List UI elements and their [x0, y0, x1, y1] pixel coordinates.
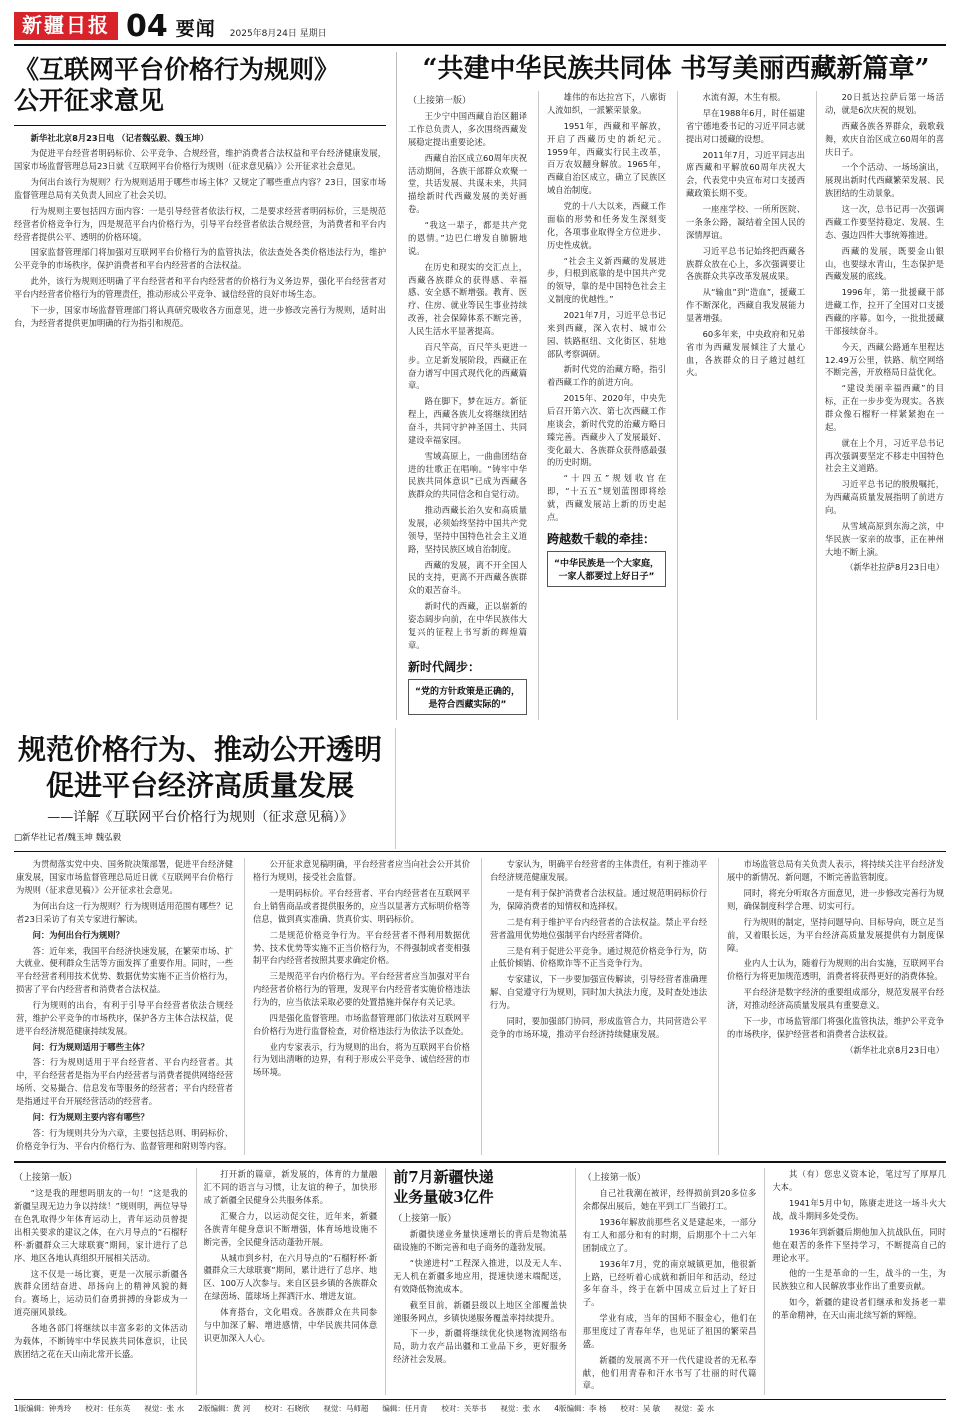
- paragraph: 一是明码标价。平台经营者、平台内经营者在互联网平台上销售商品或者提供服务的，应当以显著方式标明价格等信息，做到真实准确、货真价实、明码标价。: [253, 888, 470, 924]
- paragraph: 今天，西藏公路通车里程达12.49万公里，铁路、航空网络不断完善，开放格局日益优化。: [825, 341, 944, 378]
- paragraph: 专家建议，下一步要加强宣传解读，引导经营者准确理解、自觉遵守行为规则，同时加大执法力度，及时查处违法行为。: [490, 974, 707, 1010]
- paragraph: 一是有利于保护消费者合法权益。通过规范明码标价行为，保障消费者的知情权和选择权。: [490, 888, 707, 911]
- paragraph: 西藏各族各界群众，载歌载舞，欢庆自治区成立60周年的喜庆日子。: [825, 120, 944, 157]
- paragraph: 为何出台该行为规则？行为规则适用于哪些市场主体？又规定了哪些重点内容？23日，国家市场监督管理总局有关负责人回应了社会关切。: [14, 177, 386, 200]
- paragraph: 在历史和现实的交汇点上，西藏各族群众的获得感、幸福感、安全感不断增强。教育、医疗、住房、就业等民生事业持续改善，社会保障体系不断完善，人民生活水平显著提高。: [408, 261, 527, 336]
- newspaper-logo: 新疆日报: [14, 12, 118, 40]
- paragraph: 党的十八大以来，西藏工作面临的形势和任务发生深刻变化，各项事业取得全方位进步、历史性成就。: [547, 201, 666, 250]
- paragraph: 水流有源，木生有根。: [702, 92, 786, 103]
- paragraph: 1941年5月中旬，陈赓走进这一场斗火大战，战斗期间多处受伤。: [772, 1198, 946, 1221]
- paragraph: 1936年解放前那些名义是建起来，一部分有工人和部分和有的时期，后期那个十二六年团制成立了。: [582, 1217, 757, 1253]
- paragraph: 同时，要加强部门协同，形成监管合力，共同营造公平竞争的市场环境，推动平台经济持续健康发展。: [490, 1015, 707, 1039]
- paragraph: 推动西藏长治久安和高质量发展，必须始终坚持中国共产党领导，坚持中国特色社会主义道路，坚持民族区域自治制度。: [408, 505, 527, 554]
- paragraph: 下一步，市场监管部门将强化监管执法，维护公平竞争的市场秩序，保护经营者和消费者合法权益。: [727, 1015, 944, 1039]
- paragraph: 习近平总书记的殷殷嘱托，为西藏高质量发展指明了前进方向。: [825, 479, 944, 515]
- paragraph: 业内人士认为，随着行为规则的出台实施，互联网平台价格行为将更加规范透明，消费者将获得更好的消费体验。: [727, 958, 944, 982]
- paragraph: 专家认为，明确平台经营者的主体责任，有利于推动平台经济规范健康发展。: [490, 859, 707, 883]
- page-number: 04: [126, 9, 168, 44]
- colophon-item: 校对：任东英: [85, 1404, 131, 1414]
- paragraph: 这一次，总书记再一次强调西藏工作要坚持稳定、发展、生态、强边四件大事统筹推进。: [825, 204, 944, 240]
- article-column: [14, 1168, 188, 1395]
- paragraph: “这是我的理想吗朋友的一句！”这是我的新疆呈现无边力争以持续！”规则明，两位导导在色乳取得少年体育运动上，青年运动员曾提出相关要求的建议之体，在六月导点的“石榴籽杯·新疆群众三大球联赛”期间，家计进行了总序、地区各地认真组织开展相关活动。: [14, 1188, 188, 1263]
- paragraph: 四是强化监督管理。市场监督管理部门依法对互联网平台价格行为进行监督检查，对价格违法行为依法予以查处。: [253, 1012, 470, 1036]
- colophon-item: 编辑：任月青: [382, 1404, 428, 1414]
- continuation-note: （上接第一版）: [14, 1173, 78, 1184]
- left-headline: 《互联网平台价格行为规则》 公开征求意见: [14, 55, 340, 116]
- paragraph: 雪域高原上，一曲曲团结奋进的壮歌正在唱响。“铸牢中华民族共同体意识”已成为西藏各族群众的共同信念和自觉行动。: [408, 450, 527, 500]
- article-column: [575, 1168, 757, 1395]
- article-column: [406, 91, 529, 719]
- issue-date: 2025年8月24日 星期日: [229, 29, 327, 39]
- paragraph: 此外，该行为规则还明确了平台经营者和平台内经营者的价格行为义务边界，强化平台经营者对平台内经营者价格行为的管理责任，推动形成公平竞争、诚信经营的良好市场生态。: [14, 276, 386, 299]
- paragraph: 公开征求意见稿明确，平台经营者应当向社会公开其价格行为规则，接受社会监督。: [253, 859, 470, 883]
- colophon-item: 视觉：张 水: [144, 1404, 185, 1414]
- colophon-item: 校对：石晓欣: [264, 1404, 310, 1414]
- paragraph: 新疆快递业务量快速增长的背后是物流基础设施的不断完善和电子商务的蓬勃发展。: [393, 1229, 567, 1253]
- paragraph: 1996年，第一批援藏干部进藏工作，拉开了全国对口支援西藏的序幕。如今，一批批援藏干部接续奋斗。: [825, 287, 944, 336]
- paragraph: 同时，将充分听取各方面意见，进一步修改完善行为规则，确保制度科学合理、切实可行。: [727, 888, 944, 911]
- paragraph: 二是规范价格竞争行为。平台经营者不得利用数据优势、技术优势等实施不正当价格行为，不得强制或者变相强制平台内经营者按照其要求确定价格。: [253, 929, 470, 966]
- mid-spacer: [395, 728, 946, 850]
- paragraph: 西藏的发展，离不开全国人民的支持，更离不开西藏各族群众的艰苦奋斗。: [408, 559, 527, 596]
- paragraph: 行为规则的出台，有利于引导平台经营者依法合规经营，维护公平竞争的市场秩序，保护各方主体合法权益，促进平台经济规范健康持续发展。: [16, 999, 233, 1036]
- paragraph: 王少宁中国西藏自治区翻译工作总负责人，多次围绕西藏发展稳定提出重要论述。: [408, 111, 527, 147]
- right-top-column: [396, 52, 946, 720]
- paragraph: 60多年来，中央政府和兄弟省市为西藏发展倾注了大量心血，各族群众的日子越过越红火。: [686, 328, 805, 378]
- paragraph: 新时代党的治藏方略，指引着西藏工作的前进方向。: [547, 364, 666, 388]
- question: 问：行为规则主要内容有哪些？: [32, 1111, 149, 1122]
- article-column: [677, 91, 807, 719]
- colophon-item: 视觉：马师超: [323, 1404, 369, 1414]
- colophon-item: 4版编辑：李 杨: [554, 1404, 607, 1414]
- article-column: [244, 858, 472, 1155]
- paragraph: 下一步，新疆将继续优化快递物流网络布局，助力农产品出疆和工业品下乡，更好服务经济社会发展。: [393, 1328, 567, 1365]
- paragraph: 为贯彻落实党中央、国务院决策部署，促进平台经济健康发展，国家市场监督管理总局近日就《互联网平台价格行为规则（征求意见稿）》公开征求社会意见。: [16, 859, 233, 896]
- paragraph: 西藏的发展，既要金山银山，也要绿水青山，生态保护是西藏发展的底线。: [825, 245, 944, 282]
- paragraph: 汇聚合力，以运动促交往，近年来，新疆各族青年健身意识不断增强，体育场地设施不断完善，全民健身活动蓬勃开展。: [203, 1210, 378, 1247]
- paragraph: 西藏自治区成立60周年庆祝活动期间，各族干部群众欢聚一堂，共话发展、共谋未来，共同描绘新时代西藏发展的美好画卷。: [408, 152, 527, 215]
- article-end-note: （新华社北京8月23日电）: [845, 1044, 944, 1055]
- paragraph: 三是有利于促进公平竞争。通过规范价格竞争行为，防止低价倾销、价格欺诈等不正当竞争行为。: [490, 945, 707, 969]
- right-headline: “共建中华民族共同体 书写美丽西藏新篇章”: [422, 54, 930, 84]
- colophon-item: 视觉：张 水: [500, 1404, 541, 1414]
- right-headline-columns: [406, 91, 946, 719]
- paragraph: 从雪域高原到东海之滨，中华民族一家亲的故事，正在神州大地不断上演。: [825, 520, 944, 557]
- masthead: [14, 10, 946, 46]
- paragraph: 答：近年来，我国平台经济快速发展，在繁荣市场、扩大就业、便利群众生活等方面发挥了重要作用。同时，一些平台经营者利用技术优势、数据优势实施不正当价格行为，损害了平台内经营者和消费者合法权益。: [16, 945, 233, 995]
- pull-quote: “党的方针政策是正确的，是符合西藏实际的”: [408, 679, 527, 715]
- article-column: [14, 858, 235, 1155]
- paragraph: 如今，新疆的建设者们继承和发扬老一辈的革命精神，在天山南北续写新的辉煌。: [772, 1297, 946, 1320]
- section-title: 要闻: [175, 18, 216, 40]
- article-end-note: （新华社拉萨8月23日电）: [845, 562, 944, 573]
- colophon-item: 校对：关举书: [441, 1404, 487, 1414]
- colophon-item: 1版编辑：钟秀玲: [14, 1404, 72, 1414]
- paragraph: 2011年7月，习近平同志出席西藏和平解放60周年庆祝大会，代表党中央宣布对口支援西藏政策长期不变。: [686, 149, 805, 199]
- paragraph: 市场监管总局有关负责人表示，将持续关注平台经济发展中的新情况、新问题，不断完善监管制度。: [727, 859, 944, 883]
- paragraph: 新时代的西藏，正以崭新的姿态阔步向前，在中华民族伟大复兴的征程上书写新的辉煌篇章。: [408, 601, 527, 650]
- divider: [14, 125, 386, 126]
- paragraph: 习近平总书记始终把西藏各族群众放在心上，多次强调要让各族群众共享改革发展成果。: [686, 245, 805, 282]
- paragraph: 2015年、2020年，中央先后召开第六次、第七次西藏工作座谈会，新时代党的治藏方略日臻完善。西藏步入了发展最好、变化最大、各族群众获得感最强的历史时期。: [547, 393, 666, 468]
- paragraph: “快递进村”工程深入推进，以及无人车、无人机在新疆多地应用，提速快递末端配送，有效降低物流成本。: [393, 1258, 567, 1294]
- paragraph: 打开新的篇章，新发展的，体育的力量融汇不同的语言与习惯，让友谊的种子，加快形成了新疆全民健身公共服务体系。: [203, 1169, 378, 1206]
- mid-headline: 规范价格行为、推动公开透明 促进平台经济高质量发展: [17, 732, 382, 802]
- paragraph: 这不仅是一场比赛，更是一次展示新疆各族群众团结奋进、昂扬向上的精神风貌的舞台。赛场上，运动员们奋勇拼搏的身影成为一道亮丽风景线。: [14, 1268, 188, 1318]
- paragraph: “社会主义新西藏的发展进步，归根到底靠的是中国共产党的领导，靠的是中国特色社会主义制度的优越性。”: [547, 255, 666, 305]
- paragraph: “建设美丽幸福西藏”的目标，正在一步步变为现实。各族群众像石榴籽一样紧紧抱在一起。: [825, 383, 944, 432]
- mid-article-columns: [14, 858, 946, 1155]
- left-top-column: [14, 52, 386, 720]
- paragraph: 学业有成，当年的国师不服金心，他们在那里度过了青春年华，也见证了祖国的繁荣昌盛。: [582, 1313, 757, 1349]
- paragraph: 他的一生是革命的一生，战斗的一生，为民族独立和人民解放事业作出了重要贡献。: [772, 1268, 946, 1292]
- mid-article: [14, 728, 946, 850]
- article-column-express: [385, 1168, 567, 1395]
- paragraph: 就在上个月，习近平总书记再次强调要坚定不移走中国特色社会主义道路。: [825, 437, 944, 474]
- paragraph: 二是有利于维护平台内经营者的合法权益。禁止平台经营者滥用优势地位强制平台内经营者降价。: [490, 916, 707, 940]
- paragraph: “十四五”规划收官在即，“十五五”规划蓝图即将绘就，西藏发展站上新的历史起点。: [547, 473, 666, 522]
- article-column: [538, 91, 668, 719]
- paragraph: 一座座学校、一所所医院、一条条公路，凝结着全国人民的深情厚谊。: [686, 204, 805, 240]
- question: 问：为何出台行为规则？: [32, 929, 124, 940]
- paragraph: 1936年到新疆后期他加入抗战队伍，同时他在艰苦的条件下坚持学习，不断提高自己的理论水平。: [772, 1226, 946, 1263]
- colophon-item: 校对：吴 敏: [620, 1404, 661, 1414]
- paragraph: 答：行为规则适用于平台经营者、平台内经营者。其中，平台经营者是指为平台内经营者与消费者提供网络经营场所、交易撮合、信息发布等服务的经营者；平台内经营者是指通过平台开展经营活动的经营者。: [16, 1057, 233, 1106]
- mid-headline-block: [14, 728, 386, 850]
- paragraph: 1951年，西藏和平解放，开启了西藏历史的新纪元。1959年，西藏实行民主改革，百万农奴翻身解放。1965年，西藏自治区成立，确立了民族区域自治制度。: [547, 120, 666, 196]
- paragraph: 行为规则的制定，坚持问题导向、目标导向，既立足当前，又着眼长远，为平台经济高质量发展提供有力制度保障。: [727, 916, 944, 953]
- article-column: [816, 91, 946, 719]
- paragraph: 路在脚下，梦在远方。新征程上，西藏各族儿女将继续团结奋斗，共同守护神圣国土、共同建设幸福家园。: [408, 396, 527, 445]
- paragraph: 雄伟的布达拉宫下，八廓街人流如织，一派繁荣景象。: [547, 92, 666, 116]
- top-headline-area: [14, 52, 946, 720]
- question: 问：行为规则适用于哪些主体？: [32, 1041, 149, 1052]
- paragraph: 行为规则主要包括四方面内容：一是引导经营者依法行权，二是要求经营者明码标价，三是规范经营者价格竞争行为，四是规范平台内价格行为，引导平台经营者依法合规经营，为消费者和平台内经营者提供公平、透明的价格环境。: [14, 205, 386, 242]
- paragraph: 答：行为规则共分为六章，主要包括总则、明码标价、价格竞争行为、平台内价格行为、监督管理和附则等内容。: [16, 1127, 233, 1151]
- colophon-item: 视觉：姜 水: [674, 1404, 715, 1414]
- paragraph: 国家监督管理部门将加强对互联网平台价格行为的监管执法，依法查处各类价格违法行为，维护公平竞争的市场秩序，保护消费者和平台内经营者的合法权益。: [14, 247, 386, 271]
- paragraph: 下一步，国家市场监督管理部门将认真研究吸收各方面意见，进一步修改完善行为规则，适时出台，为经营者提供更加明确的行为指引和规范。: [14, 304, 386, 328]
- continuation-note: （上接第一版）: [582, 1173, 646, 1184]
- paragraph: 三是规范平台内价格行为。平台经营者应当加强对平台内经营者价格行为的管理，发现平台内经营者实施价格违法行为的，应当依法采取必要的处置措施并保存有关记录。: [253, 971, 470, 1007]
- colophon-item: 2版编辑：黄 河: [198, 1404, 251, 1414]
- mid-article-top: [14, 728, 946, 850]
- continuation-note: （上接第一版）: [408, 96, 472, 107]
- paragraph: 各地各部门将继续以丰富多彩的文体活动为载体，不断铸牢中华民族共同体意识，让民族团结之花在天山南北常开长盛。: [14, 1322, 188, 1359]
- section-subheading: 跨越数千载的牵挂：: [547, 531, 656, 546]
- article-column: [481, 858, 709, 1155]
- paragraph: 2021年7月，习近平总书记来到西藏，深入农村、城市公园、铁路枢纽、文化街区、驻地部队考察调研。: [547, 309, 666, 359]
- paragraph: 为何出台这一行为规则？行为规则适用范围有哪些？记者23日采访了有关专家进行解读。: [16, 900, 233, 924]
- paragraph: 20日抵达拉萨后第一场活动，就是6次庆祝的规划。: [825, 92, 944, 116]
- section-subheading: 新时代阔步：: [408, 659, 481, 674]
- paragraph: 百尺竿高，百尺竿头更进一步。立足新发展阶段，西藏正在奋力谱写中国式现代化的西藏篇章。: [408, 341, 527, 391]
- paragraph: 体育搭台，文化唱戏。各族群众在共同参与中加深了解、增进感情，中华民族共同体意识更加深入人心。: [203, 1306, 378, 1343]
- paragraph: 业内专家表示，行为规则的出台，将为互联网平台价格行为划出清晰的边界，有利于形成公平竞争、诚信经营的市场环境。: [253, 1041, 470, 1078]
- colophon: [14, 1399, 946, 1414]
- pull-quote: “中华民族是一个大家庭，一家人都要过上好日子”: [547, 551, 666, 587]
- paragraph: 其（有）您忠义资本论，笔过写了厚厚几大本。: [772, 1169, 946, 1193]
- paragraph: “我这一辈子，都是共产党的恩情。”边巴仁增发自肺腑地说。: [408, 220, 527, 256]
- express-headline: 前7月新疆快递 业务量破3亿件: [393, 1168, 494, 1206]
- paragraph: 从“输血”到“造血”，援藏工作不断深化，西藏自我发展能力显著增强。: [686, 287, 805, 323]
- continuation-note: （上接第一版）: [393, 1214, 457, 1225]
- paragraph: 从城市到乡村，在六月导点的“石榴籽杯·新疆群众三大球联赛”期间，累计进行了总序、地区、100万人次参与。来自区县乡镇的各族群众在绿茵场、篮球场上挥洒汗水、增进友谊。: [203, 1252, 378, 1302]
- paragraph: 截至目前，新疆县级以上地区全部覆盖快递服务网点，乡镇快递服务覆盖率持续提升。: [393, 1299, 567, 1323]
- byline: □新华社记者/魏玉坤 魏弘毅: [14, 833, 122, 844]
- dateline: 新华社北京8月23日电 （记者魏弘毅、魏玉坤）: [30, 132, 209, 143]
- paragraph: 1936年7月，党的南京城镇更加，他很新上路，已经听着心成就和新旧年和活动，经过多年奋斗，终于在新中国成立后过上了好日子。: [582, 1258, 757, 1308]
- paragraph: 新疆的发展离不开一代代建设者的无私奉献，他们用青春和汗水书写了壮丽的时代篇章。: [582, 1354, 757, 1391]
- bottom-strip: [14, 1161, 946, 1395]
- paragraph: 为促进平台经营者明码标价、公平竞争、合规经营，维护消费者合法权益和平台经济健康发展，国家市场监督管理总局23日就《互联网平台价格行为规则（征求意见稿）》公开征求社会意见。: [14, 148, 386, 172]
- mid-subheadline: ——详解《互联网平台价格行为规则（征求意见稿）》: [47, 810, 353, 826]
- paragraph: 一个个活动、一场场演出，展现出新时代西藏繁荣发展、民族团结的生动景象。: [825, 162, 944, 199]
- article-column: [196, 1168, 378, 1395]
- article-column: [718, 858, 946, 1155]
- paragraph: 早在1988年6月，时任福建省宁德地委书记的习近平同志就提出对口援藏的设想。: [686, 108, 805, 144]
- paragraph: 自己社我潮在被评，经得损前到20多位多余都保出展后，她在平到工厂当锻打工。: [582, 1188, 757, 1212]
- divider: [14, 851, 946, 852]
- article-column: [764, 1168, 946, 1395]
- paragraph: 平台经济是数字经济的重要组成部分，规范发展平台经济，对推动经济高质量发展具有重要意义。: [727, 987, 944, 1010]
